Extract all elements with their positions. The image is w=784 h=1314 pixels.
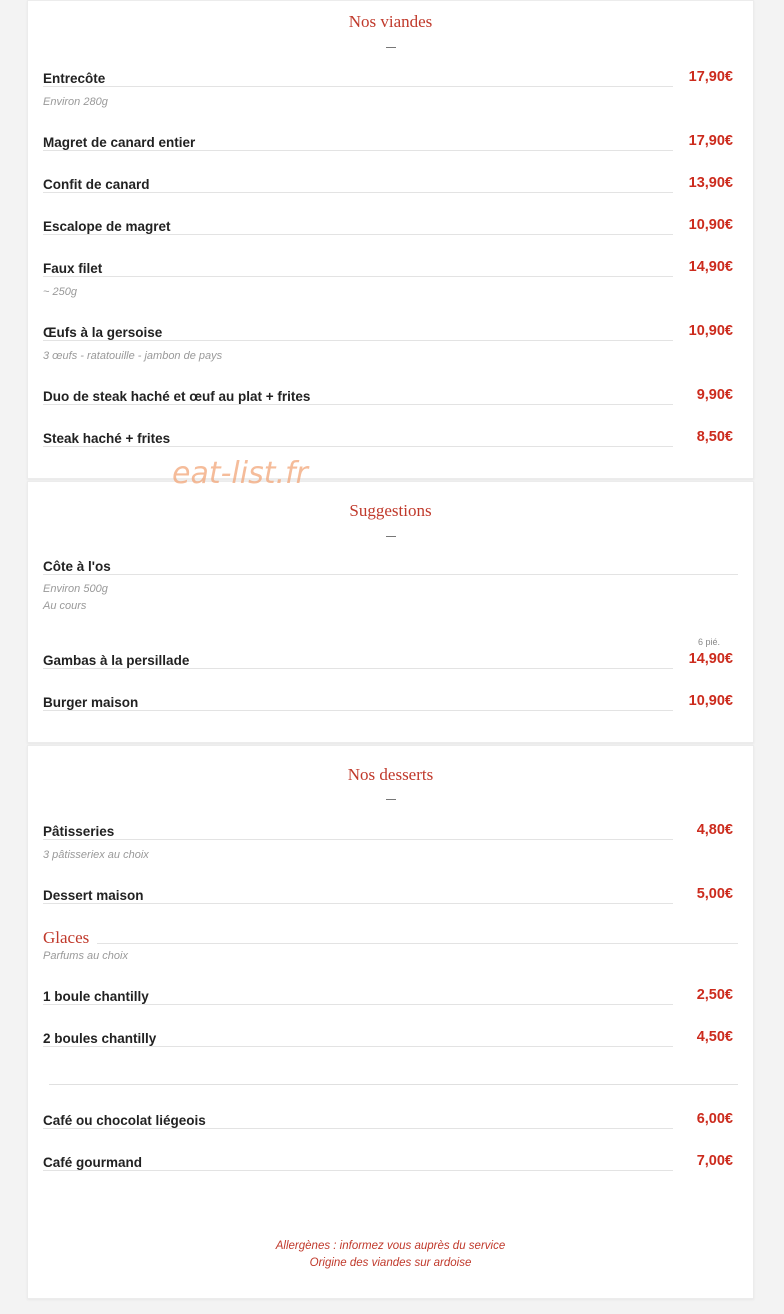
item-quantity: 6 pié. <box>697 637 720 647</box>
leader-line <box>43 903 673 904</box>
menu-item <box>43 653 733 673</box>
title-dash <box>386 47 396 48</box>
watermark: eat-list.fr <box>172 456 308 491</box>
leader-line <box>43 1128 673 1129</box>
menu-item <box>43 71 733 91</box>
subheading-title: Glaces <box>43 928 97 948</box>
menu-item <box>43 1155 733 1175</box>
leader-line <box>43 234 673 235</box>
menu-item <box>43 431 733 451</box>
item-price: 6,00€ <box>696 1111 733 1127</box>
item-price: 4,80€ <box>696 822 733 838</box>
item-name: Café gourmand <box>43 1155 147 1170</box>
leader-line <box>43 668 673 669</box>
item-name: Entrecôte <box>43 71 110 86</box>
item-price: 9,90€ <box>696 387 733 403</box>
divider <box>49 1084 738 1085</box>
item-price: 2,50€ <box>696 987 733 1003</box>
leader-line <box>43 404 673 405</box>
item-price: 14,90€ <box>688 259 733 275</box>
section-title: Suggestions <box>349 501 432 520</box>
leader-line <box>43 276 673 277</box>
item-description: ~ 250g <box>43 286 77 298</box>
menu-item <box>43 695 733 715</box>
menu-item <box>43 325 733 345</box>
item-name: 2 boules chantilly <box>43 1031 161 1046</box>
item-price: 17,90€ <box>688 133 733 149</box>
leader-line <box>43 574 738 575</box>
leader-line <box>43 150 673 151</box>
leader-line <box>43 1170 673 1171</box>
leader-line <box>43 1004 673 1005</box>
item-name: Côte à l'os <box>43 559 116 574</box>
item-price: 5,00€ <box>696 886 733 902</box>
menu-item <box>43 1113 733 1133</box>
item-name: Faux filet <box>43 261 107 276</box>
leader-line <box>43 192 673 193</box>
menu-item <box>43 888 733 908</box>
title-dash <box>386 799 396 800</box>
item-name: Dessert maison <box>43 888 149 903</box>
section-suggestions <box>27 481 754 743</box>
menu-item <box>43 1031 733 1051</box>
item-description: Environ 500g <box>43 583 108 595</box>
section-viandes <box>27 0 754 479</box>
leader-line <box>43 1046 673 1047</box>
leader-line <box>43 943 738 944</box>
item-price: 7,00€ <box>696 1153 733 1169</box>
item-price: 14,90€ <box>688 651 733 667</box>
item-price: 13,90€ <box>688 175 733 191</box>
menu-item <box>43 389 733 409</box>
item-name: Burger maison <box>43 695 143 710</box>
item-name: Escalope de magret <box>43 219 176 234</box>
item-description: 3 pâtisseriex au choix <box>43 849 149 861</box>
item-name: Café ou chocolat liégeois <box>43 1113 211 1128</box>
menu-item <box>43 261 733 281</box>
footer-notes <box>28 1238 753 1272</box>
subheading-description: Parfums au choix <box>43 950 128 962</box>
menu-item <box>43 989 733 1009</box>
allergen-note: Allergènes : informez vous auprès du service <box>275 1240 506 1252</box>
menu-item <box>43 135 733 155</box>
section-title: Nos desserts <box>347 765 434 784</box>
item-price: 8,50€ <box>696 429 733 445</box>
item-name: Steak haché + frites <box>43 431 175 446</box>
leader-line <box>43 839 673 840</box>
leader-line <box>43 340 673 341</box>
item-name: 1 boule chantilly <box>43 989 154 1004</box>
menu-item <box>43 177 733 197</box>
item-price: 10,90€ <box>688 217 733 233</box>
item-name: Pâtisseries <box>43 824 119 839</box>
item-description: 3 œufs - ratatouille - jambon de pays <box>43 350 223 362</box>
section-desserts <box>27 745 754 1299</box>
menu-item <box>43 219 733 239</box>
item-description: Au cours <box>43 600 87 612</box>
item-price: 10,90€ <box>688 693 733 709</box>
item-price: 10,90€ <box>688 323 733 339</box>
item-name: Confit de canard <box>43 177 155 192</box>
item-description: Environ 280g <box>43 96 108 108</box>
leader-line <box>43 710 673 711</box>
item-name: Duo de steak haché et œuf au plat + frites <box>43 389 315 404</box>
glaces-subheading <box>43 928 738 950</box>
item-price: 17,90€ <box>688 69 733 85</box>
menu-item <box>43 824 733 844</box>
section-title: Nos viandes <box>348 12 433 31</box>
menu-item <box>43 559 733 579</box>
item-name: Gambas à la persillade <box>43 653 194 668</box>
leader-line <box>43 86 673 87</box>
item-price: 4,50€ <box>696 1029 733 1045</box>
item-name: Magret de canard entier <box>43 135 200 150</box>
title-dash <box>386 536 396 537</box>
item-name: Œufs à la gersoise <box>43 325 167 340</box>
origin-note: Origine des viandes sur ardoise <box>309 1257 472 1269</box>
leader-line <box>43 446 673 447</box>
